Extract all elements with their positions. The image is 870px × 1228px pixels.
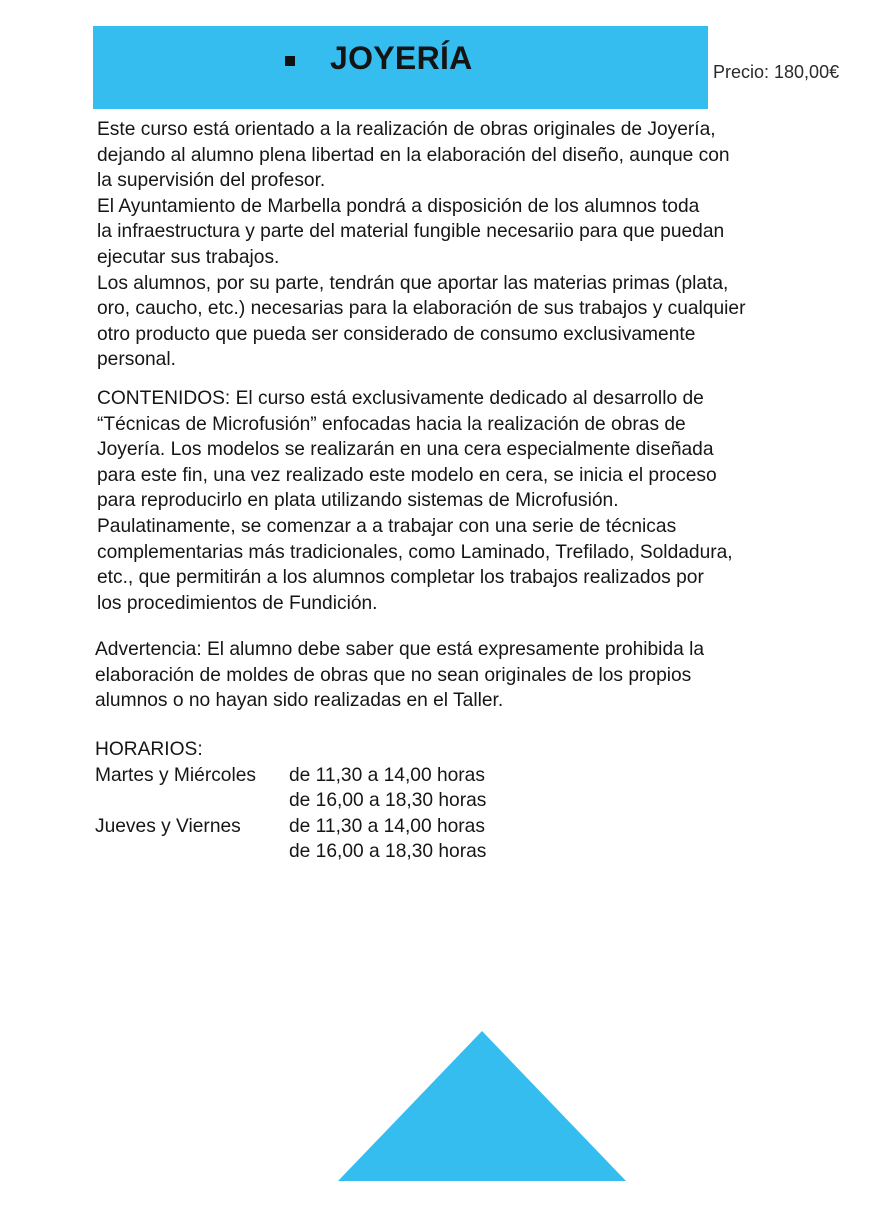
page-title: JOYERÍA — [330, 40, 473, 76]
contenidos-line: para reproducirlo en plata utilizando sistemas de Microfusión. — [97, 490, 619, 512]
intro-line: dejando al alumno plena libertad en la elaboración del diseño, aunque con — [97, 144, 730, 166]
schedule-row — [95, 788, 486, 814]
schedule-heading: HORARIOS: — [95, 739, 203, 760]
schedule-hours: de 16,00 a 18,30 horas — [289, 841, 487, 862]
intro-line: Los alumnos, por su parte, tendrán que aportar las materias primas (plata, — [97, 272, 729, 294]
intro-paragraph — [97, 117, 837, 373]
schedule-hours: de 16,00 a 18,30 horas — [289, 790, 487, 811]
contenidos-line: para este fin, una vez realizado este modelo en cera, se inicia el proceso — [97, 464, 717, 486]
schedule-day: Martes y Miércoles — [95, 764, 256, 786]
schedule-hours: de 11,30 a 14,00 horas — [289, 764, 485, 786]
contenidos-line: etc., que permitirán a los alumnos completar los trabajos realizados por — [97, 567, 704, 589]
schedule-row — [95, 839, 486, 865]
contenidos-line: los procedimientos de Fundición. — [97, 592, 378, 614]
contenidos-paragraph — [97, 386, 837, 616]
intro-line: la supervisión del profesor. — [97, 170, 326, 192]
schedule-day: Jueves y Viernes — [95, 815, 241, 837]
schedule-row — [95, 763, 486, 789]
advertencia-line: alumnos o no hayan sido realizadas en el Taller. — [95, 690, 504, 712]
intro-line: Este curso está orientado a la realización de obras originales de Joyería, — [97, 119, 716, 140]
advertencia-paragraph — [95, 637, 835, 714]
schedule-block — [95, 737, 486, 865]
intro-line: oro, caucho, etc.) necesarias para la elaboración de sus trabajos y cualquier — [97, 298, 746, 320]
square-bullet-icon — [285, 56, 295, 66]
contenidos-line: “Técnicas de Microfusión” enfocadas hacia la realización de obras de — [97, 413, 686, 435]
advertencia-line: elaboración de moldes de obras que no sean originales de los propios — [95, 664, 692, 686]
decorative-triangle — [338, 1031, 626, 1181]
contenidos-line: complementarias más tradicionales, como Laminado, Trefilado, Soldadura, — [97, 541, 733, 563]
schedule-day — [95, 788, 289, 814]
price-label: Precio: 180,00€ — [713, 62, 840, 82]
contenidos-line: CONTENIDOS: El curso está exclusivamente dedicado al desarrollo de — [97, 388, 704, 409]
schedule-hours: de 11,30 a 14,00 horas — [289, 815, 485, 837]
schedule-row — [95, 814, 486, 840]
intro-line: ejecutar sus trabajos. — [97, 246, 280, 268]
intro-line: otro producto que pueda ser considerado de consumo exclusivamente — [97, 323, 696, 345]
contenidos-line: Paulatinamente, se comenzar a a trabajar con una serie de técnicas — [97, 515, 677, 537]
schedule-day — [95, 839, 289, 865]
intro-line: personal. — [97, 349, 176, 371]
contenidos-line: Joyería. Los modelos se realizarán en una cera especialmente diseñada — [97, 439, 714, 461]
advertencia-line: Advertencia: El alumno debe saber que está expresamente prohibida la — [95, 639, 705, 660]
intro-line: la infraestructura y parte del material fungible necesariio para que puedan — [97, 221, 725, 243]
intro-line: El Ayuntamiento de Marbella pondrá a disposición de los alumnos toda — [97, 195, 700, 217]
